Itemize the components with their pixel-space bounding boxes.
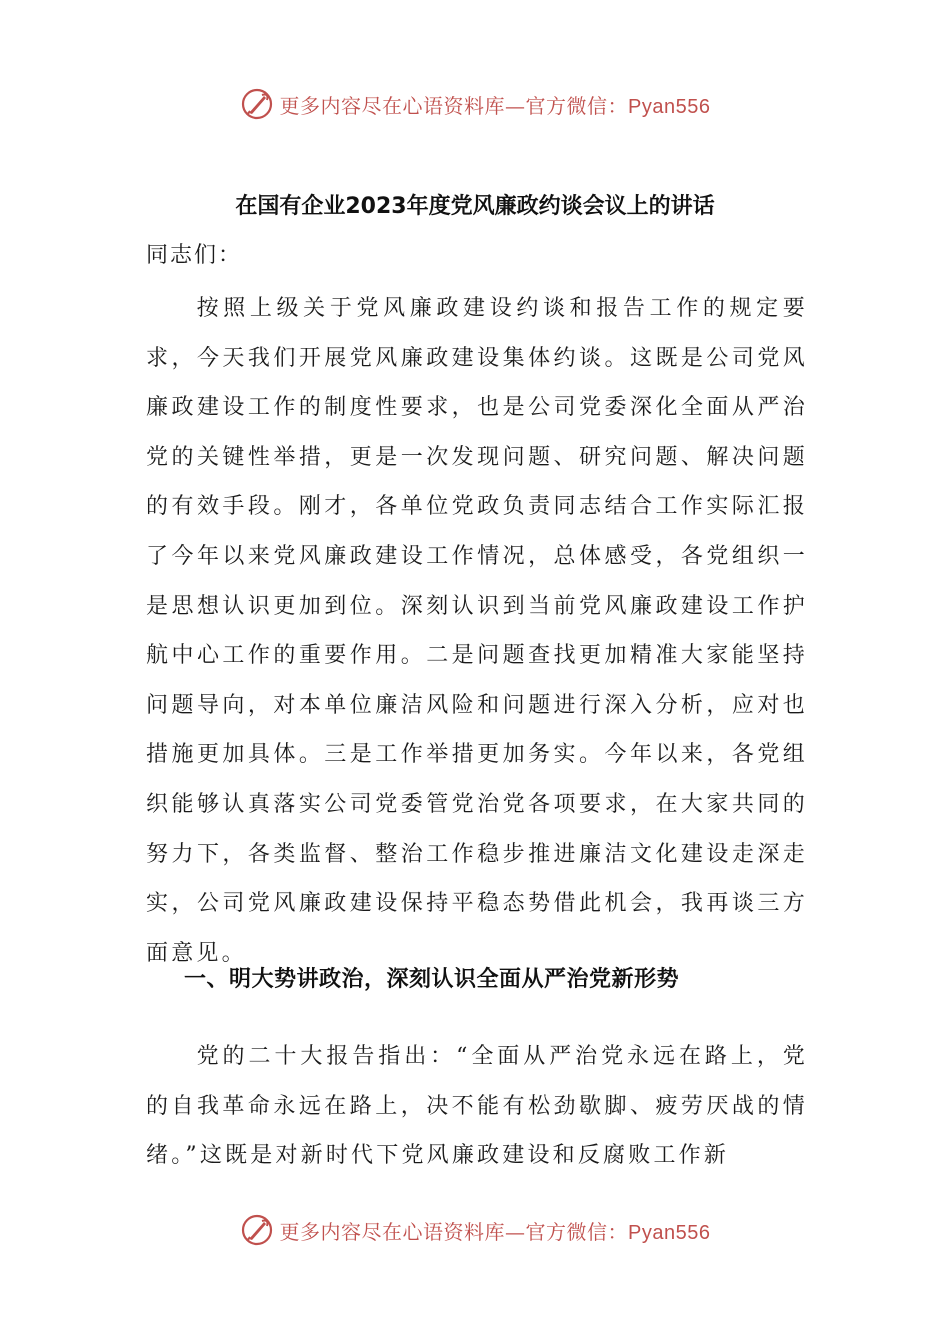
body-paragraph-1: 按照上级关于党风廉政建设约谈和报告工作的规定要求，今天我们开展党风廉政建设集体约谈。这既是公司党风廉政建设工作的制度性要求，也是公司党委深化全面从严治党的关键性举措，更是一次发现问题、研究问题、解决问题的有效手段。刚才，各单位党政负责同志结合工作实际汇报了今年以来党风廉政建设工作情况，总体感受，各党组织一是思想认识更加到位。深刻认识到当前党风廉政建设工作护航中心工作的重要作用。二是问题查找更加精准大家能坚持问题导向，对本单位廉洁风险和问题进行深入分析，应对也措施更加具体。三是工作举措更加务实。今年以来，各党组织能够认真落实公司党委管党治党各项要求，在大家共同的努力下，各类监督、整治工作稳步推进廉洁文化建设走深走实，公司党风廉政建设保持平稳态势借此机会，我再谈三方面意见。 <box>146 296 808 966</box>
quill-pen-logo-icon <box>240 1213 274 1247</box>
watermark-wechat-id: Pyan556 <box>628 95 711 118</box>
watermark-text <box>280 1216 711 1245</box>
body-paragraph-2: 党的二十大报告指出：“全面从严治党永远在路上，党的自我革命永远在路上，决不能有松劲歇脚、疲劳厌战的情绪。”这既是对新时代下党风廉政建设和反腐败工作新 <box>146 1044 808 1169</box>
watermark-wechat-label: 官方微信： <box>525 93 629 118</box>
footer-watermark <box>0 1210 950 1250</box>
watermark-dash: — <box>505 93 526 118</box>
watermark-dash: — <box>505 1219 526 1244</box>
salutation: 同志们： <box>146 243 243 268</box>
watermark-site-name: 更多内容尽在心语资料库 <box>279 1219 506 1244</box>
section-heading-1: 一、明大势讲政治，深刻认识全面从严治党新形势 <box>184 967 680 992</box>
quill-pen-logo-icon <box>240 87 274 121</box>
document-title: 在国有企业2023年度党风廉政约谈会议上的讲话 <box>235 193 715 219</box>
watermark-wechat-label: 官方微信： <box>525 1219 629 1244</box>
watermark-site-name: 更多内容尽在心语资料库 <box>279 93 506 118</box>
watermark-wechat-id: Pyan556 <box>628 1221 711 1244</box>
header-watermark <box>0 84 950 124</box>
watermark-text <box>280 90 711 119</box>
